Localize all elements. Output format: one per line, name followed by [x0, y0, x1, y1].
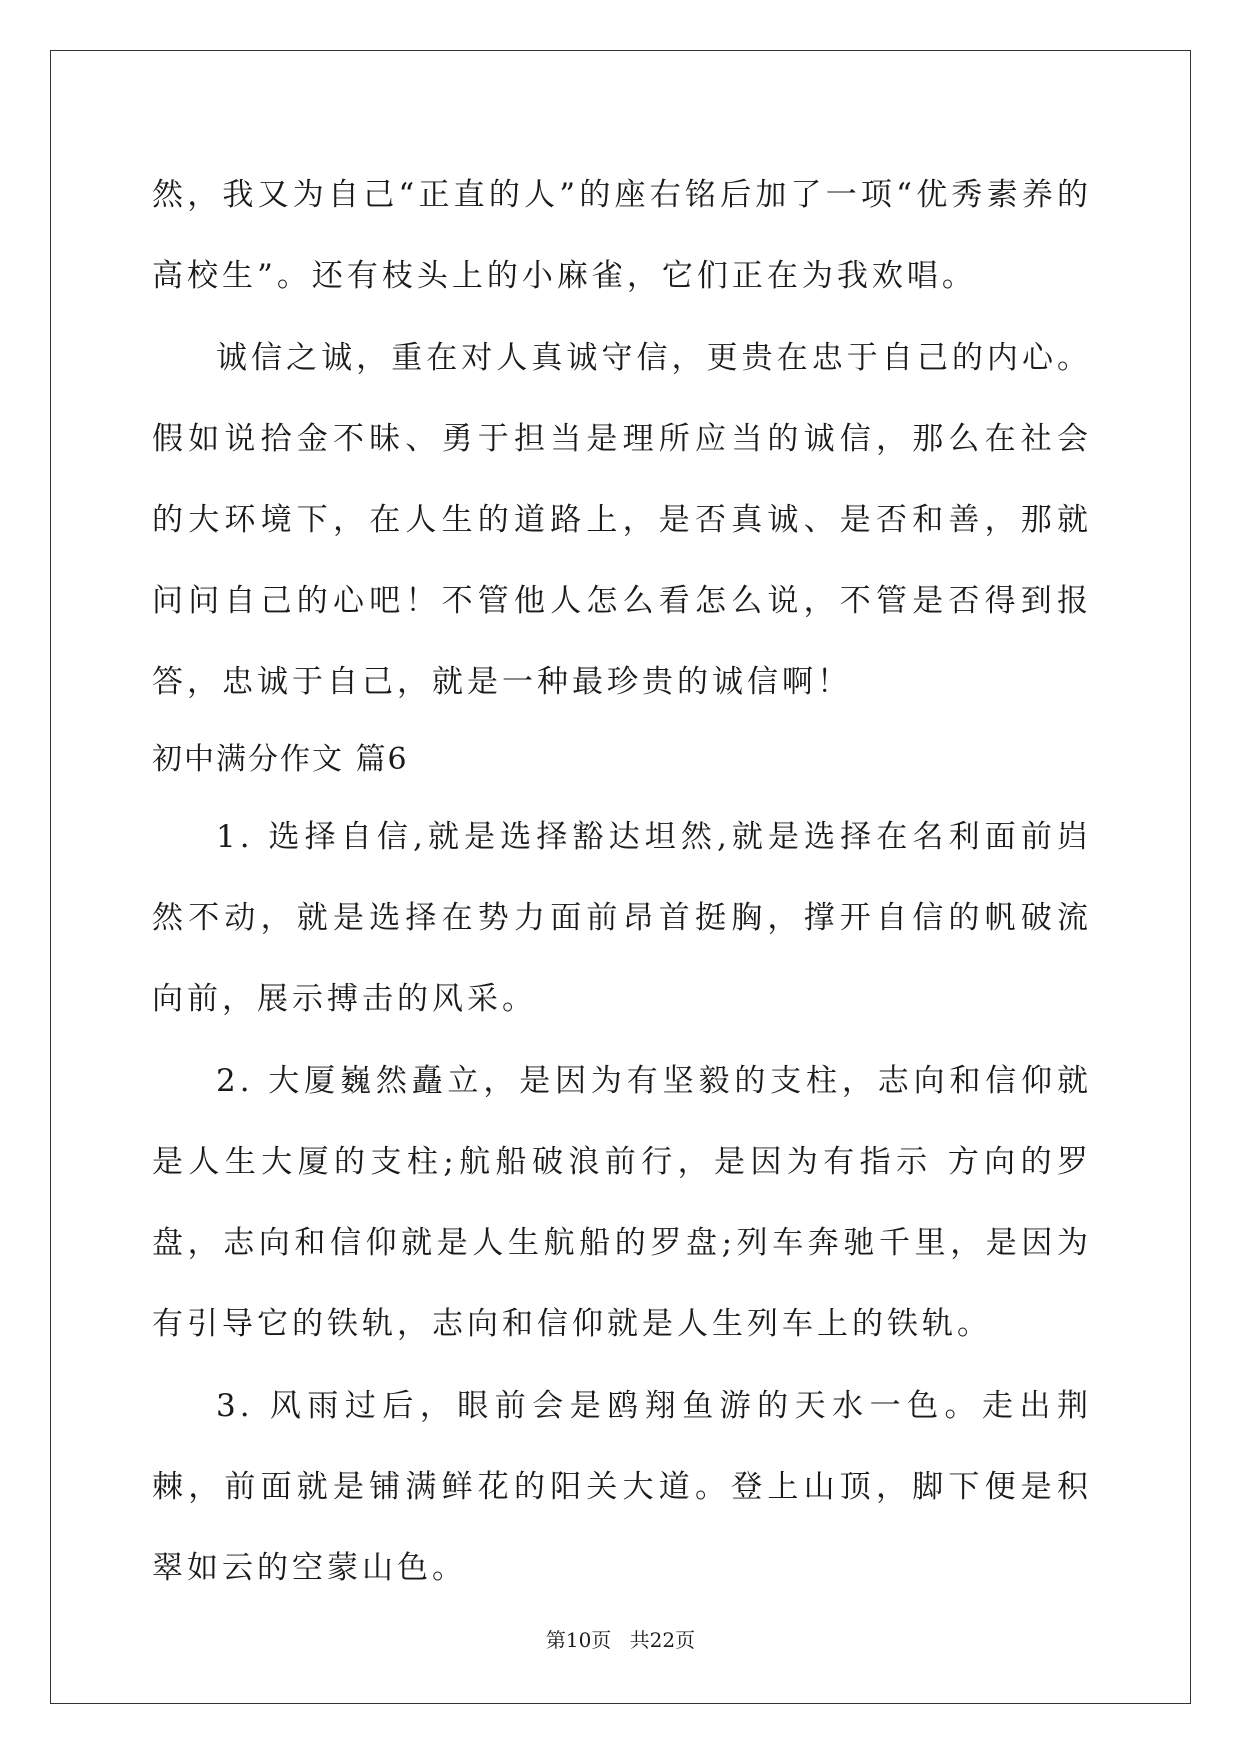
paragraph-continuation: 然，我又为自己“正直的人”的座右铭后加了一项“优秀素养的高校生”。还有枝头上的小麻雀，它们正在为我欢唱。 [152, 177, 1092, 294]
paragraph-item-2: 2. 大厦巍然矗立，是因为有坚毅的支柱，志向和信仰就是人生大厦的支柱;航船破浪前行，是因为有指示 方向的罗盘，志向和信仰就是人生航船的罗盘;列车奔驰千里，是因为有引导它的铁轨，志向和信仰就是人生列车上的铁轨。 [152, 1063, 1092, 1342]
paragraph-item-3: 3. 风雨过后，眼前会是鸥翔鱼游的天水一色。走出荆棘，前面就是铺满鲜花的阳关大道。登上山顶，脚下便是积翠如云的空蒙山色。 [152, 1388, 1092, 1586]
page-total: 共22页 [629, 1628, 696, 1652]
section-heading: 初中满分作文 篇6 [152, 742, 409, 777]
page-number: 第10页 [545, 1628, 612, 1652]
document-body [152, 155, 1092, 1609]
paragraph-honesty: 诚信之诚，重在对人真诚守信，更贵在忠于自己的内心。假如说拾金不昧、勇于担当是理所应当的诚信，那么在社会的大环境下，在人生的道路上，是否真诚、是否和善，那就问问自己的心吧！不管他人怎么看怎么说，不管是否得到报答，忠诚于自己，就是一种最珍贵的诚信啊！ [152, 340, 1092, 700]
paragraph-item-1: 1. 选择自信,就是选择豁达坦然,就是选择在名利面前岿然不动，就是选择在势力面前昂首挺胸，撑开自信的帆破流向前，展示搏击的风采。 [152, 819, 1092, 1017]
page-footer [0, 1624, 1241, 1653]
